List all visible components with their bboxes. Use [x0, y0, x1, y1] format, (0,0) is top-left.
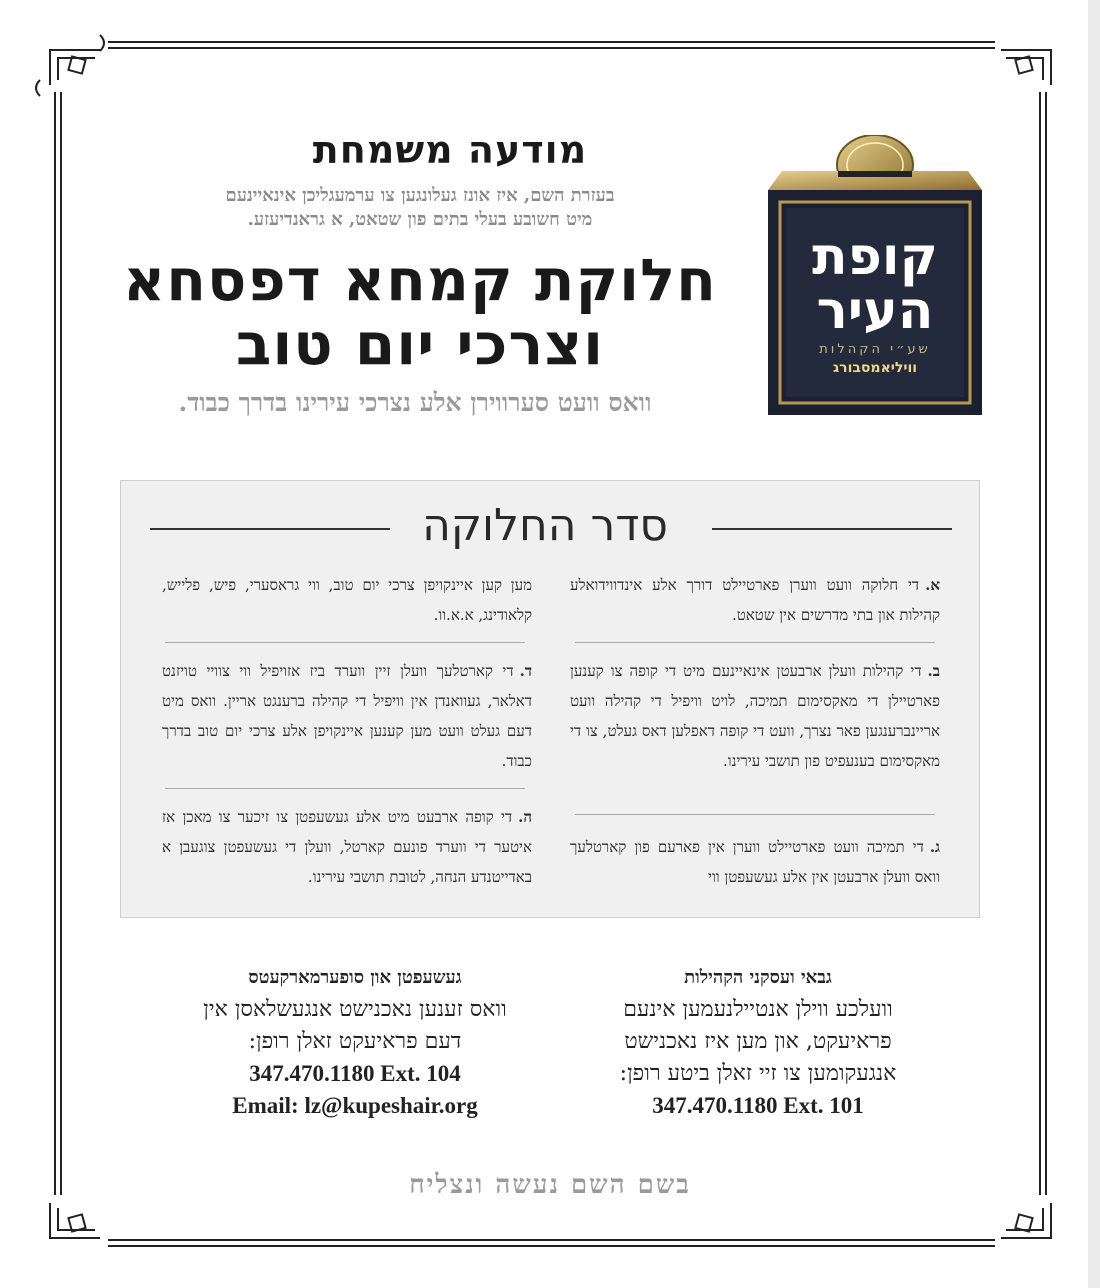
contact-email[interactable]: Email: lz@kupeshair.org — [232, 1093, 478, 1118]
intro-line-2: מיט חשובע בעלי בתים פון שטאט, א גראנדיעזע. — [247, 209, 593, 230]
item-letter: א. — [925, 576, 940, 594]
title-rule-left — [150, 528, 390, 530]
order-item-continued — [162, 570, 532, 630]
order-item-gimmel — [570, 832, 940, 892]
logo-text-line-1: קופת — [812, 227, 938, 287]
contact-phone[interactable]: 347.470.1180 Ext. 101 — [652, 1093, 864, 1118]
contact-line: אנגעקומען צו זיי זאלן ביטע רופן: — [619, 1061, 897, 1086]
intro-line-1: בעזרת השם, איז אונז געלונגען צו ערמעגליכן אינאיינעם — [225, 185, 615, 206]
corner-ornament-top-right-icon — [1001, 50, 1051, 85]
closing-blessing: בשם השם נעשה ונצליח — [409, 1170, 691, 1200]
contact-stores — [185, 962, 525, 1122]
item-text: די קהילות וועלן ארבעטן אינאיינעם מיט די קופה צו קענען פארטיילן די מאקסימום תמיכה, לויט וויפיל די קהילה וועט אריינברענגען פאר נצרך, וועט די קופה דאפלען דאס געלט, צו די מאקסימום בענעפיט פון תושבי עירינו. — [570, 662, 940, 770]
corner-ornament-top-left-icon — [36, 35, 104, 96]
order-item-beis — [570, 656, 940, 776]
item-letter: ה. — [518, 808, 532, 826]
item-divider — [165, 788, 525, 789]
logo-location: וויליאמסבורג — [832, 360, 918, 376]
corner-ornament-bottom-left-icon — [50, 1203, 100, 1238]
item-divider — [165, 642, 525, 643]
main-title-line-1: חלוקת קמחא דפסחא — [122, 246, 718, 314]
contact-phone[interactable]: 347.470.1180 Ext. 104 — [249, 1061, 461, 1086]
contact-community-leaders — [588, 962, 928, 1122]
logo-subtitle: שע״י הקהלות — [819, 342, 931, 357]
order-item-daled — [162, 656, 532, 776]
contact-line: דעם פראיעקט זאלן רופן: — [248, 1029, 462, 1054]
main-title — [110, 248, 730, 376]
item-text: מען קען איינקויפן צרכי יום טוב, ווי גראסערי, פיש, פלייש, קלאודינג, א.א.וו. — [162, 576, 532, 624]
item-divider — [575, 814, 935, 815]
main-title-line-2: וצרכי יום טוב — [235, 310, 605, 378]
corner-ornament-bottom-right-icon — [1001, 1203, 1051, 1238]
item-text: די קארטלעך וועלן זיין ווערד ביז אזויפיל ווי צוויי טויזנט דאלאר, געוואנדן אין וויפיל די קהילה ברענגט אריין. וואס מיט דעם געלט וועט מען קענען איינקויפן אלע צרכי יום טוב בדרך כבוד. — [162, 662, 532, 770]
order-item-aleph — [570, 570, 940, 630]
item-text: די חלוקה וועט ווערן פארטיילט דורך אלע אינדווידואלע קהילות און בתי מדרשים אין שטאט. — [570, 576, 940, 624]
contact-line: וועלכע ווילן אנטיילנעמען אינעם — [623, 997, 893, 1022]
logo-text-line-2: העיר — [816, 281, 934, 341]
item-letter: ג. — [929, 838, 940, 856]
item-divider — [575, 642, 935, 643]
item-letter: ב. — [927, 662, 940, 680]
item-text: די קופה ארבעט מיט אלע געשעפטן צו זיכער צו מאכן אז איטער די ווערד פונעם קארטל, וועלן די געשעפטן צוגעבן א באדייטנדע הנחה, לטובת תושבי עירינו. — [162, 808, 532, 886]
intro-text — [180, 184, 660, 232]
title-rule-right — [712, 528, 952, 530]
contact-title: געשעפטן און סופערמארקעטס — [248, 967, 462, 988]
subtitle-line: וואס וועט סערווירן אלע נצרכי עירינו בדרך כבוד. — [178, 388, 652, 417]
contact-title: גבאי ועסקני הקהילות — [684, 967, 832, 988]
contact-line: וואס זענען נאכנישט אנגעשלאסן אין — [203, 997, 507, 1022]
order-title: סדר החלוקה — [422, 500, 668, 551]
item-text: די תמיכה וועט פארטיילט ווערן אין פארעם פון קארטלעך וואס וועלן ארבעטן אין אלע געשעפטן ווי — [570, 838, 940, 886]
contact-line: פראיעקט, און מען איז נאכנישט — [624, 1029, 892, 1054]
item-letter: ד. — [519, 662, 532, 680]
announcement-heading: מודעה משמחת — [312, 128, 588, 172]
order-item-hei — [162, 802, 532, 892]
